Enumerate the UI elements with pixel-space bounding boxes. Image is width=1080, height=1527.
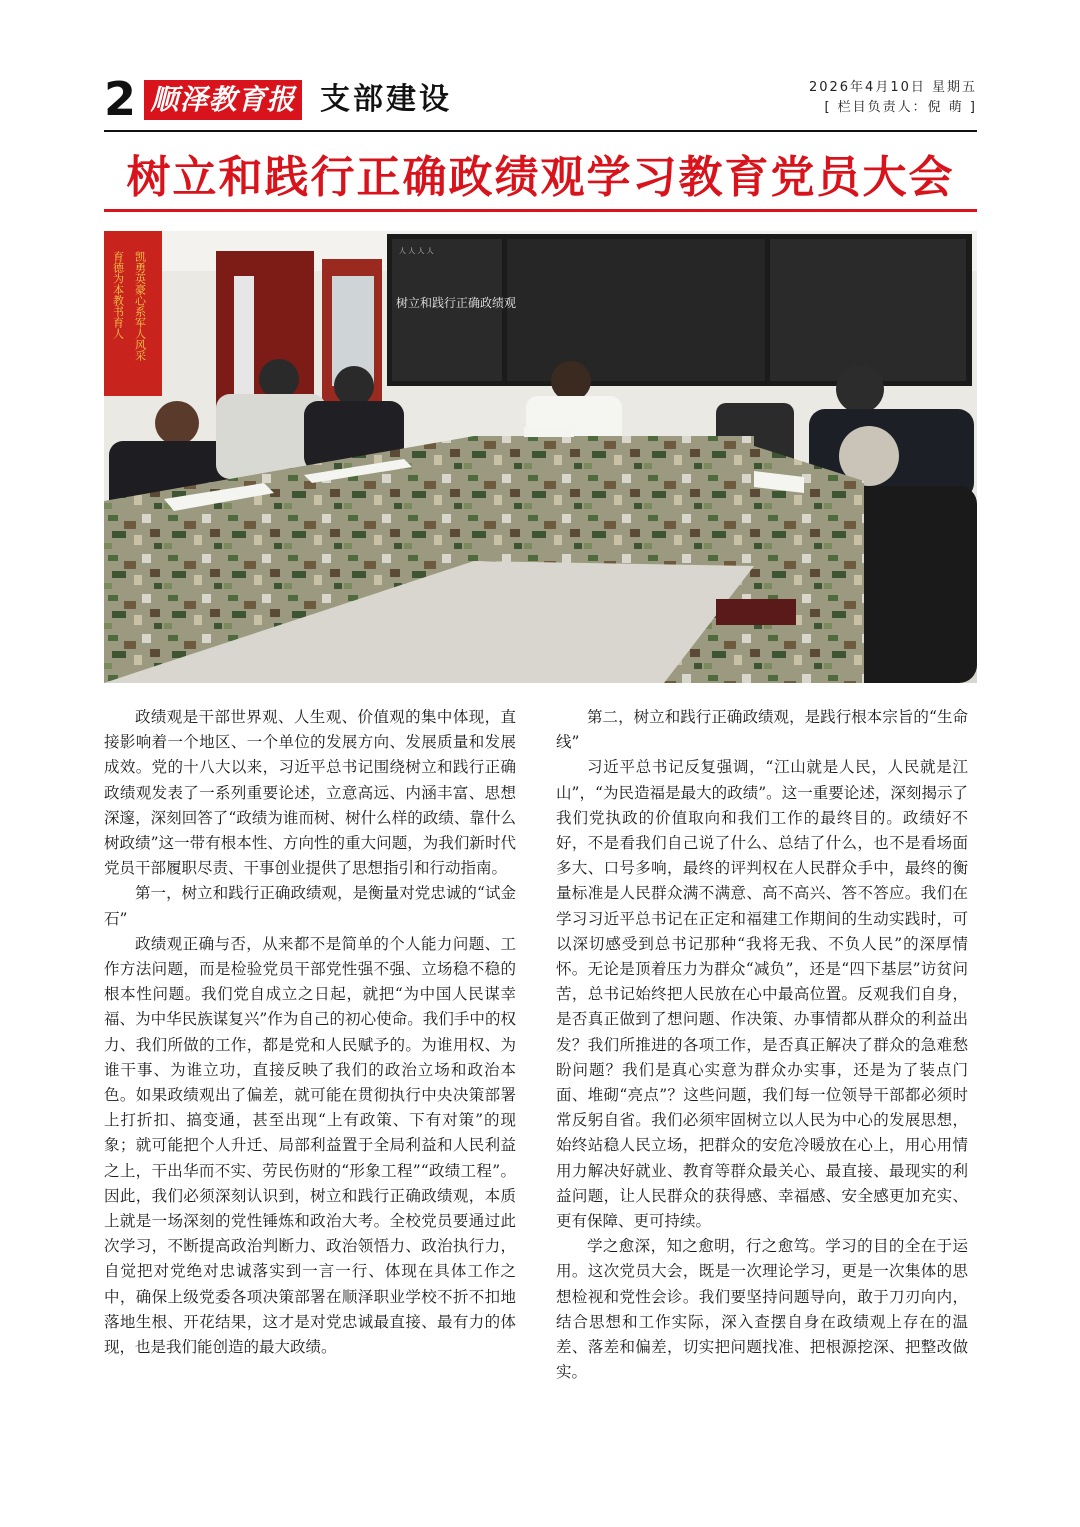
table-center [474, 436, 754, 566]
headline-rule [104, 209, 977, 212]
board-small-text: 人 人 人 人 [399, 247, 434, 255]
article-paragraph: 学之愈深，知之愈明，行之愈笃。学习的目的全在于运用。这次党员大会，既是一次理论学习，更是一次集体的思想检视和党性会诊。我们要坚持问题导向，敢于刀刃向内，结合思想和工作实际，深入查摆自身在政绩观上存在的温差、落差和偏差，切实把问题找准、把根源挖深、把整改做实。 [556, 1237, 968, 1382]
article-subheading: 第二，树立和践行正确政绩观，是践行根本宗旨的“生命线” [556, 708, 968, 752]
issue-info [809, 78, 977, 118]
banner-right-text: 育德为本教书育人 [111, 251, 125, 339]
header-rule [104, 130, 977, 132]
issue-date: 2026年4月10日 星期五 [808, 80, 977, 95]
article-paragraph: 习近平总书记反复强调，“江山就是人民，人民就是江山”，“为民造福是最大的政绩”。这一重要论述，深刻揭示了我们党执政的价值取向和我们工作的最终目的。政绩好不好，不是看我们自己说了什么、总结了什么，也不是看场面多大、口号多响，最终的评判权在人民群众手中，最终的衡量标准是人民群众满不满意、高不高兴、答不答应。我们在学习习近平总书记在正定和福建工作期间的生动实践时，可以深切感受到总书记那种“我将无我、不负人民”的深厚情怀。无论是顶着压力为群众“减负”，还是“四下基层”访贫问苦，总书记始终把人民放在心中最高位置。反观我们自身，是否真正做到了想问题、作决策、办事情都从群众的利益出发？我们所推进的各项工作，是否真正解决了群众的急难愁盼问题？我们是真心实意为群众办实事，还是为了装点门面、堆砌“亮点”？这些问题，我们每一位领导干部都必须时常反躬自省。我们必须牢固树立以人民为中心的发展思想，始终站稳人民立场，把群众的安危冷暖放在心上，用心用情用力解决好就业、教育等群众最关心、最直接、最现实的利益问题，让人民群众的获得感、幸福感、安全感更加充实、更有保障、更可持续。 [556, 758, 968, 1231]
page-number: 2 [104, 72, 137, 126]
blackboard-text: 树立和践行正确政绩观 [396, 296, 517, 310]
meeting-photo-illustration [104, 231, 977, 683]
article-paragraph: 政绩观正确与否，从来都不是简单的个人能力问题、工作方法问题，而是检验党员干部党性强不强、立场稳不稳的根本性问题。我们党自成立之日起，就把“为中国人民谋幸福、为中华民族谋复兴”作为自己的初心使命。我们手中的权力、我们所做的工作，都是党和人民赋予的。为谁用权、为谁干事、为谁立功，直接反映了我们的政治立场和政治本色。如果政绩观出了偏差，就可能在贯彻执行中央决策部署上打折扣、搞变通，甚至出现“上有政策、下有对策”的现象；就可能把个人升迁、局部利益置于全局利益和人民利益之上，干出华而不实、劳民伤财的“形象工程”“政绩工程”。因此，我们必须深刻认识到，树立和践行正确政绩观，本质上就是一场深刻的党性锤炼和政治大考。全校党员要通过此次学习，不断提高政治判断力、政治领悟力、政治执行力，自觉把对党绝对忠诚落实到一言一行、体现在具体工作之中，确保上级党委各项决策部署在顺泽职业学校不折不扣地落地生根、开花结果，这才是对党忠诚最直接、最有力的体现，也是我们能创造的最大政绩。 [104, 934, 516, 1357]
article-subheading: 第一，树立和践行正确政绩观，是衡量对党忠诚的“试金石” [104, 884, 516, 928]
article-column-left [104, 705, 516, 1360]
article-headline: 树立和践行正确政绩观学习教育党员大会 [126, 152, 955, 203]
column-editor: [ 栏目负责人：倪 萌 ] [824, 100, 977, 115]
banner-left-text: 凯勇英豪心系军人风采 [133, 251, 147, 361]
section-title: 支部建设 [320, 82, 452, 117]
meeting-photo [104, 231, 977, 683]
article-paragraph: 政绩观是干部世界观、人生观、价值观的集中体现，直接影响着一个地区、一个单位的发展方向、发展质量和发展成效。党的十八大以来，习近平总书记围绕树立和践行正确政绩观发表了一系列重要论述，立意高远、内涵丰富、思想深邃，深刻回答了“政绩为谁而树、树什么样的政绩、靠什么树政绩”这一带有根本性、方向性的重大问题，为我们新时代党员干部履职尽责、干事创业提供了思想指引和行动指南。 [104, 708, 516, 878]
masthead-logo: 顺泽教育报 [144, 80, 302, 120]
article-column-right [556, 705, 968, 1385]
page-header [104, 72, 977, 130]
